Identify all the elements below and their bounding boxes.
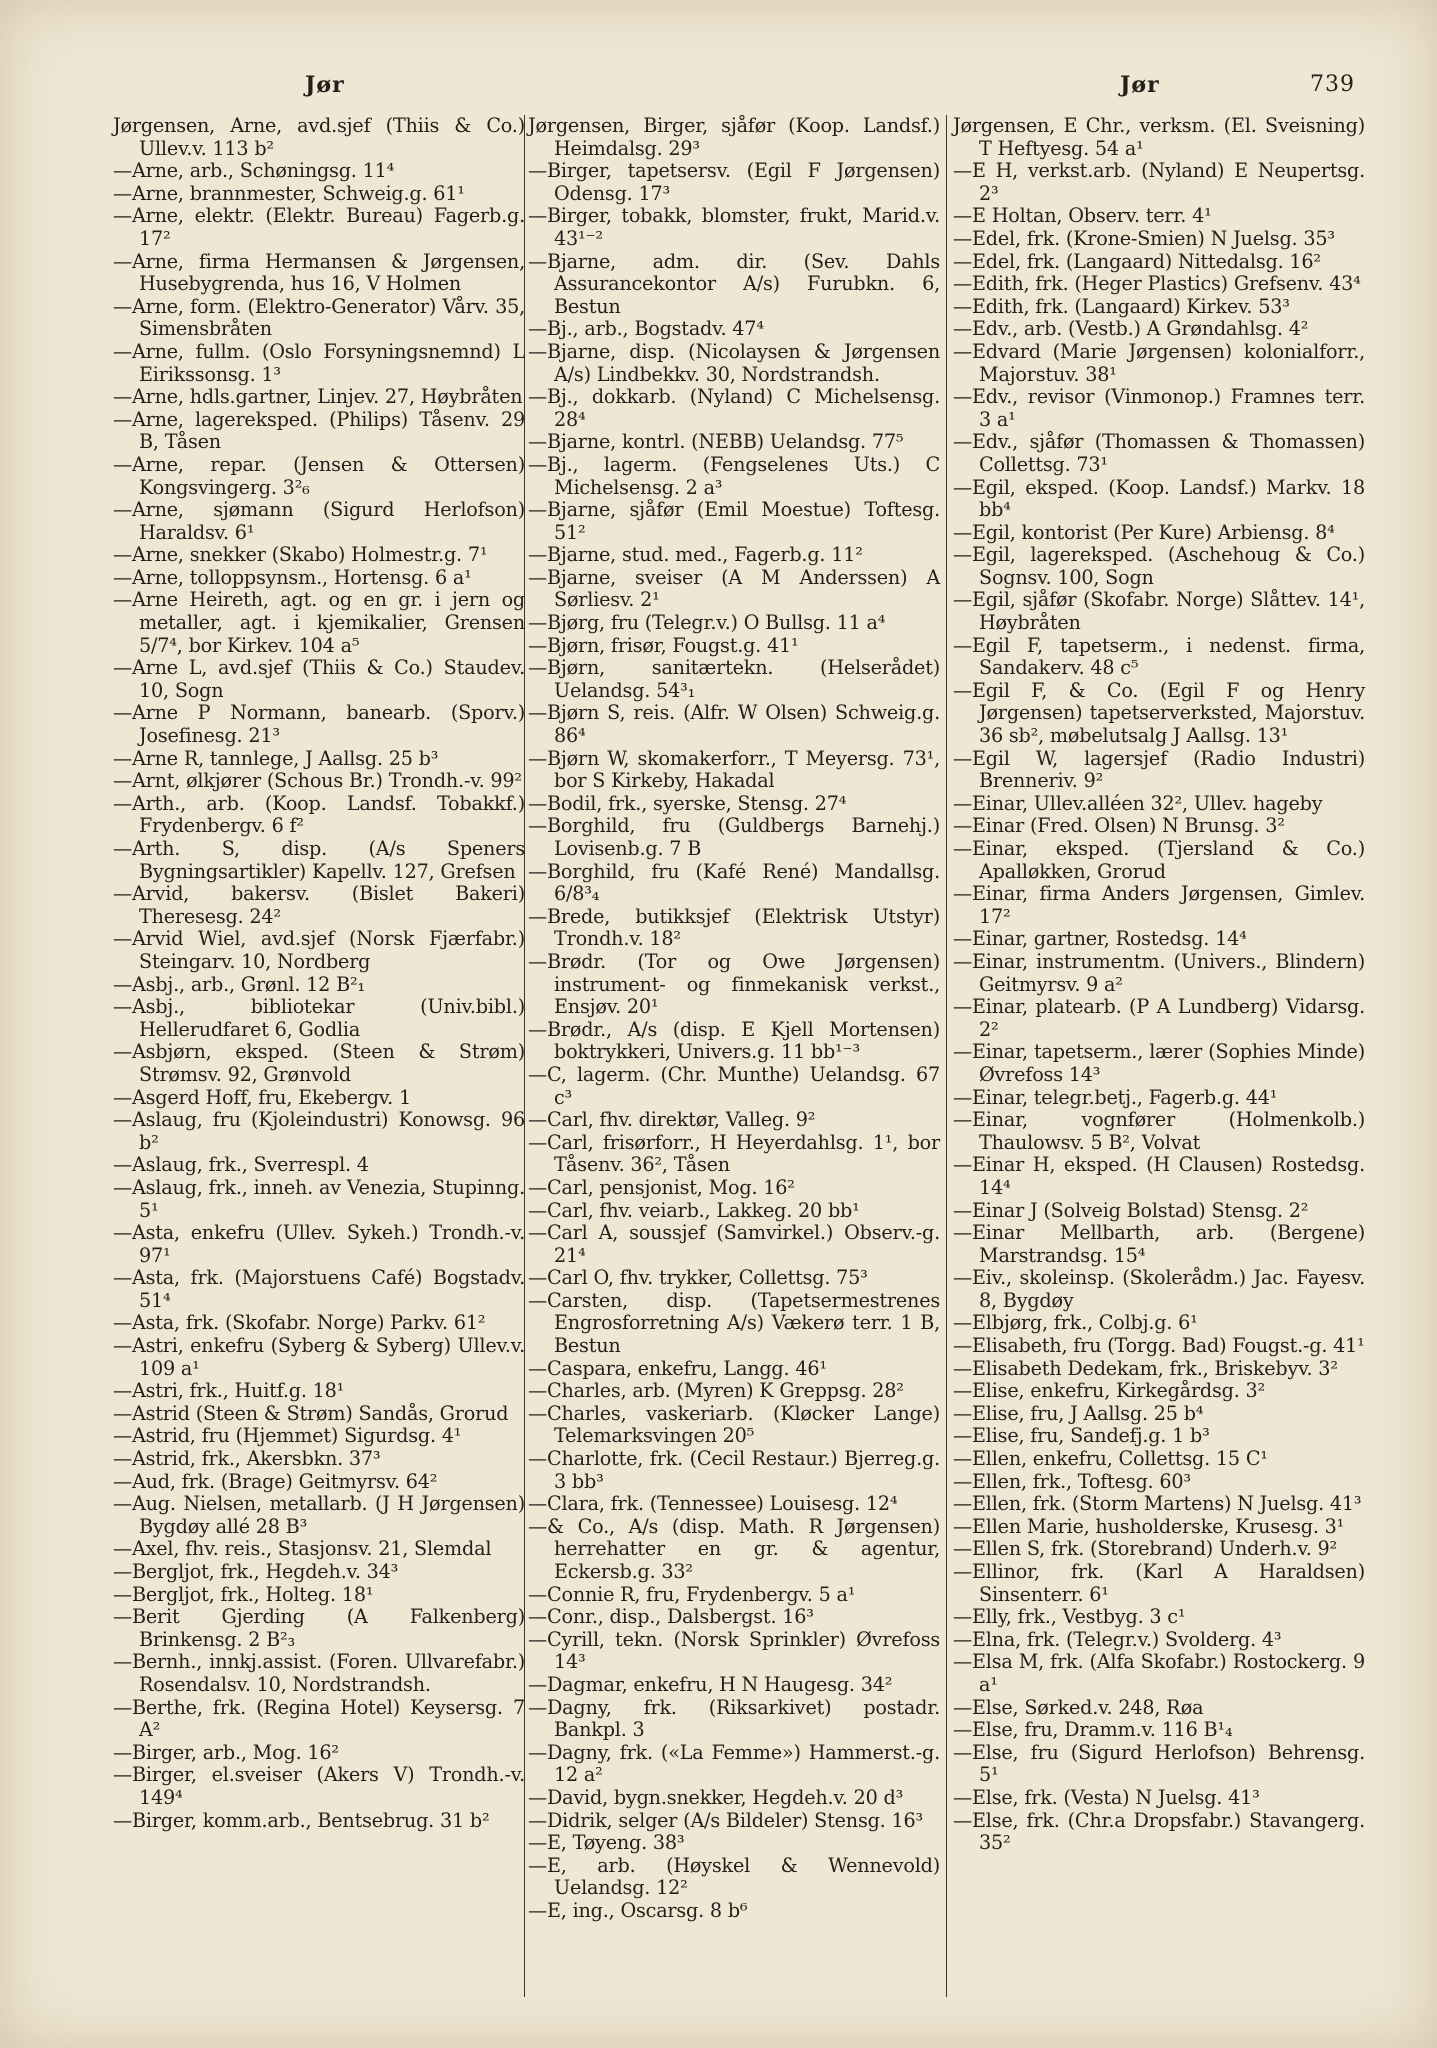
directory-entry: —Arth., arb. (Koop. Landsf. Tobakkf.) Frydenbergv. 6 f²: [113, 791, 525, 838]
directory-entry: —Asta, enkefru (Ullev. Sykeh.) Trondh.-v. 97¹: [113, 1221, 525, 1267]
directory-entry: —Edv., revisor (Vinmonop.) Framnes terr. 3 a¹: [953, 385, 1365, 431]
directory-entry: —Bjørn S, reis. (Alfr. W Olsen) Schweig.g. 86⁴: [528, 701, 940, 748]
directory-entry: —Asbj., bibliotekar (Univ.bibl.) Hellerudfaret 6, Godlia: [113, 995, 525, 1041]
directory-entry: —Dagmar, enkefru, H N Haugesg. 34²: [528, 1672, 893, 1696]
directory-entry: —Carl, pensjonist, Mog. 16²: [528, 1175, 795, 1199]
directory-entry: —Conr., disp., Dalsbergst. 16³: [528, 1605, 814, 1629]
directory-entry: —Ellen, enkefru, Collettsg. 15 C¹: [953, 1447, 1268, 1471]
directory-entry: —Astri, enkefru (Syberg & Syberg) Ullev.v. 109 a¹: [113, 1334, 525, 1380]
directory-entry: —Arvid Wiel, avd.sjef (Norsk Fjærfabr.) Steingarv. 10, Nordberg: [113, 927, 525, 973]
directory-entry: —Einar, platearb. (P A Lundberg) Vidarsg. 2²: [953, 995, 1365, 1041]
directory-entry: —Elise, enkefru, Kirkegårdsg. 3²: [953, 1379, 1266, 1403]
directory-entry: —Arne, snekker (Skabo) Holmestr.g. 7¹: [113, 543, 488, 567]
directory-entry: —Bjarne, sveiser (A M Anderssen) A Sørliesv. 2¹: [528, 565, 940, 612]
directory-entry: —Edel, frk. (Langaard) Nittedalsg. 16²: [953, 249, 1321, 273]
directory-entry: —Brede, butikksjef (Elektrisk Utstyr) Trondh.v. 18²: [528, 904, 940, 951]
directory-entry: —Edel, frk. (Krone-Smien) N Juelsg. 35³: [953, 226, 1335, 250]
directory-entry: —Arne, lagereksped. (Philips) Tåsenv. 29 B, Tåsen: [113, 407, 525, 454]
directory-entry: —Borghild, fru (Guldbergs Barnehj.) Lovisenb.g. 7 B: [528, 814, 940, 860]
directory-entry: —Einar, telegr.betj., Fagerb.g. 44¹: [953, 1085, 1278, 1109]
directory-entry: —Connie R, fru, Frydenbergv. 5 a¹: [528, 1582, 856, 1606]
directory-entry: —Arne P Normann, banearb. (Sporv.) Josefinesg. 21³: [113, 701, 525, 748]
directory-entry: —Elisabeth, fru (Torgg. Bad) Fougst.-g. 41¹: [953, 1334, 1365, 1358]
directory-entry: —Egil, kontorist (Per Kure) Arbiensg. 8⁴: [953, 520, 1335, 544]
directory-entry: —Axel, fhv. reis., Stasjonsv. 21, Slemdal: [113, 1537, 492, 1561]
directory-entry: —Arne, hdls.gartner, Linjev. 27, Høybråten: [113, 385, 523, 409]
directory-entry: —Carl, fhv. veiarb., Lakkeg. 20 bb¹: [528, 1198, 860, 1222]
directory-entry: —Else, frk. (Vesta) N Juelsg. 41³: [953, 1785, 1260, 1809]
directory-entry: —Arvid, bakersv. (Bislet Bakeri) Theresesg. 24²: [113, 882, 525, 928]
directory-entry: —Arne, fullm. (Oslo Forsyningsnemnd) L Eirikssonsg. 1³: [113, 339, 525, 386]
directory-entry: —Bjørn, sanitærtekn. (Helserådet) Uelandsg. 54³₁: [528, 656, 940, 702]
directory-entry: —Eiv., skoleinsp. (Skolerådm.) Jac. Fayesv. 8, Bygdøy: [953, 1266, 1365, 1312]
directory-entry: —Edv., arb. (Vestb.) A Grøndahlsg. 4²: [953, 317, 1309, 341]
directory-entry: —Bjarne, stud. med., Fagerb.g. 11²: [528, 543, 863, 567]
directory-entry: —Else, Sørked.v. 248, Røa: [953, 1695, 1204, 1719]
directory-entry: —Elise, fru, Sandefj.g. 1 b³: [953, 1424, 1210, 1448]
directory-entry: —Birger, arb., Mog. 16²: [113, 1740, 339, 1764]
directory-entry: —Arne, elektr. (Elektr. Bureau) Fagerb.g. 17²: [113, 204, 525, 250]
directory-entry: —Bjarne, adm. dir. (Sev. Dahls Assurancekontor A/s) Furubkn. 6, Bestun: [528, 249, 940, 318]
directory-entry: —Einar, firma Anders Jørgensen, Gimlev. 17²: [953, 882, 1365, 928]
directory-entry: —Elsa M, frk. (Alfa Skofabr.) Rostockerg. 9 a¹: [953, 1650, 1365, 1696]
directory-entry: —Asta, frk. (Skofabr. Norge) Parkv. 61²: [113, 1311, 486, 1335]
directory-entry: —Astrid, frk., Akersbkn. 37³: [113, 1447, 381, 1471]
directory-entry: —Bergljot, frk., Holteg. 18¹: [113, 1582, 374, 1606]
directory-entry: —Bjarne, disp. (Nicolaysen & Jørgensen A/s) Lindbekkv. 30, Nordstrandsh.: [528, 339, 940, 386]
directory-entry: —Bj., lagerm. (Fengselenes Uts.) C Michelsensg. 2 a³: [528, 452, 940, 499]
directory-entry: —Einar, vognfører (Holmenkolb.) Thaulowsv. 5 B², Volvat: [953, 1108, 1365, 1154]
directory-entry: —Arne Heireth, agt. og en gr. i jern og metaller, agt. i kjemikalier, Grensen 5/7⁴, bor Kirkev. 104 a⁵: [113, 588, 525, 657]
directory-entry: —Egil F, & Co. (Egil F og Henry Jørgensen) tapetserverksted, Majorstuv. 36 sb², møbelutsalg J Aallsg. 13¹: [953, 678, 1365, 748]
running-header-right: Jør: [1120, 72, 1160, 98]
directory-entry: —Edvard (Marie Jørgensen) kolonialforr., Majorstuv. 38¹: [953, 339, 1365, 386]
directory-entry: Jørgensen, E Chr., verksm. (El. Sveisning) T Heftyesg. 54 a¹: [953, 114, 1365, 160]
directory-entry: —Birger, tobakk, blomster, frukt, Marid.v. 43¹⁻²: [528, 204, 940, 250]
directory-entry: —Bj., arb., Bogstadv. 47⁴: [528, 317, 764, 341]
directory-entry: —Arne, repar. (Jensen & Ottersen) Kongsvingerg. 3²₆: [113, 452, 525, 499]
directory-entry: —Elbjørg, frk., Colbj.g. 6¹: [953, 1311, 1198, 1335]
directory-entry: —Charles, vaskeriarb. (Kløcker Lange) Telemarksvingen 20⁵: [528, 1401, 940, 1448]
directory-entry: —Brødr. (Tor og Owe Jørgensen) instrument- og finmekanisk verkst., Ensjøv. 20¹: [528, 949, 940, 1019]
directory-entry: —Egil, sjåfør (Skofabr. Norge) Slåttev. 14¹, Høybråten: [953, 588, 1365, 635]
directory-entry: —Birger, el.sveiser (Akers V) Trondh.-v. 149⁴: [113, 1763, 525, 1809]
directory-entry: —Arne, sjømann (Sigurd Herlofson) Haraldsv. 6¹: [113, 498, 525, 544]
directory-entry: —Aslaug, fru (Kjoleindustri) Konowsg. 96 b²: [113, 1108, 525, 1154]
directory-entry: —Arne R, tannlege, J Aallsg. 25 b³: [113, 746, 439, 770]
running-header-left: Jør: [305, 72, 345, 98]
directory-entry: —Egil F, tapetserm., i nedenst. firma, Sandakerv. 48 c⁵: [953, 633, 1365, 680]
directory-entry: —Arne, arb., Schøningsg. 11⁴: [113, 159, 395, 183]
directory-entry: —Bodil, frk., syerske, Stensg. 27⁴: [528, 791, 847, 815]
directory-entry: —Einar (Fred. Olsen) N Brunsg. 3²: [953, 814, 1285, 838]
directory-entry: —E, ing., Oscarsg. 8 b⁶: [528, 1898, 748, 1922]
directory-entry: —Arne, firma Hermansen & Jørgensen, Husebygrenda, hus 16, V Holmen: [113, 249, 525, 296]
directory-entry: —Cyrill, tekn. (Norsk Sprinkler) Øvrefoss 14³: [528, 1627, 940, 1674]
directory-entry: —C, lagerm. (Chr. Munthe) Uelandsg. 67 c³: [528, 1062, 940, 1109]
directory-entry: —Einar, Ullev.alléen 32², Ullev. hageby: [953, 791, 1323, 815]
directory-entry: —Arne, form. (Elektro-Generator) Vårv. 35, Simensbråten: [113, 294, 525, 341]
directory-entry: Jørgensen, Birger, sjåfør (Koop. Landsf.) Heimdalsg. 29³: [528, 114, 940, 160]
directory-entry: —Einar J (Solveig Bolstad) Stensg. 2²: [953, 1198, 1309, 1222]
directory-entry: —Charlotte, frk. (Cecil Restaur.) Bjerreg.g. 3 bb³: [528, 1447, 940, 1493]
directory-entry: —Arnt, ølkjører (Schous Br.) Trondh.-v. 99²: [113, 769, 522, 793]
directory-entry: —Egil W, lagersjef (Radio Industri) Brenneriv. 9²: [953, 746, 1365, 793]
directory-entry: —Bjarne, kontrl. (NEBB) Uelandsg. 77⁵: [528, 430, 904, 454]
directory-entry: —Einar, instrumentm. (Univers., Blindern) Geitmyrsv. 9 a²: [953, 949, 1365, 996]
directory-entry: —Arne, tolloppsynsm., Hortensg. 6 a¹: [113, 565, 472, 589]
directory-entry: —Edith, frk. (Langaard) Kirkev. 53³: [953, 294, 1290, 318]
directory-entry: —Bjørn W, skomakerforr., T Meyersg. 73¹, bor S Kirkeby, Hakadal: [528, 746, 940, 793]
directory-entry: —Carl, fhv. direktør, Valleg. 9²: [528, 1108, 816, 1132]
directory-entry: —Berit Gjerding (A Falkenberg) Brinkensg. 2 B²₃: [113, 1605, 525, 1651]
directory-entry: —Asbjørn, eksped. (Steen & Strøm) Strømsv. 92, Grønvold: [113, 1040, 525, 1086]
directory-entry: —Brødr., A/s (disp. E Kjell Mortensen) boktrykkeri, Univers.g. 11 bb¹⁻³: [528, 1017, 940, 1064]
directory-entry: —Egil, lagereksped. (Aschehoug & Co.) Sognsv. 100, Sogn: [953, 543, 1365, 589]
directory-entry: —Dagny, frk. (Riksarkivet) postadr. Bankpl. 3: [528, 1695, 940, 1742]
directory-entry: —Egil, eksped. (Koop. Landsf.) Markv. 18 bb⁴: [953, 475, 1365, 522]
directory-column-2: [528, 115, 940, 1923]
directory-entry: —Bj., dokkarb. (Nyland) C Michelsensg. 28⁴: [528, 385, 940, 431]
directory-entry: —Bjørn, frisør, Fougst.g. 41¹: [528, 633, 799, 657]
directory-entry: —Berthe, frk. (Regina Hotel) Keysersg. 7 A²: [113, 1695, 525, 1742]
directory-entry: —Arne L, avd.sjef (Thiis & Co.) Staudev. 10, Sogn: [113, 656, 525, 702]
directory-entry: —Ellen Marie, husholderske, Krusesg. 3¹: [953, 1514, 1345, 1538]
directory-column-3: [953, 115, 1365, 1855]
directory-entry: —Astri, frk., Huitf.g. 18¹: [113, 1379, 345, 1403]
directory-entry: —E H, verkst.arb. (Nyland) E Neupertsg. 2³: [953, 159, 1365, 205]
directory-entry: —Arne, brannmester, Schweig.g. 61¹: [113, 181, 465, 205]
directory-entry: —Charles, arb. (Myren) K Greppsg. 28²: [528, 1379, 904, 1403]
page-number: 739: [1310, 72, 1355, 97]
directory-entry: —Asbj., arb., Grønl. 12 B²₁: [113, 972, 365, 996]
directory-entry: —Bjørg, fru (Telegr.v.) O Bullsg. 11 a⁴: [528, 611, 886, 635]
directory-entry: —Edith, frk. (Heger Plastics) Grefsenv. 43⁴: [953, 272, 1361, 296]
directory-entry: —Ellen, frk. (Storm Martens) N Juelsg. 41³: [953, 1492, 1362, 1516]
directory-entry: —Einar, eksped. (Tjersland & Co.) Apalløkken, Grorud: [953, 837, 1365, 883]
directory-entry: —Elna, frk. (Telegr.v.) Svolderg. 4³: [953, 1627, 1282, 1651]
directory-entry: —Einar, tapetserm., lærer (Sophies Minde) Øvrefoss 14³: [953, 1040, 1365, 1086]
directory-entry: —Arth. S, disp. (A/s Speners Bygningsartikler) Kapellv. 127, Grefsen: [113, 837, 525, 883]
directory-entry: —Elisabeth Dedekam, frk., Briskebyv. 3²: [953, 1356, 1338, 1380]
directory-entry: —Aslaug, frk., inneh. av Venezia, Stupinng. 5¹: [113, 1175, 525, 1222]
directory-entry: —Else, frk. (Chr.a Dropsfabr.) Stavangerg. 35²: [953, 1808, 1365, 1855]
directory-entry: —& Co., A/s (disp. Math. R Jørgensen) herrehatter en gr. & agentur, Eckersb.g. 33²: [528, 1514, 940, 1583]
directory-entry: —Caspara, enkefru, Langg. 46¹: [528, 1356, 827, 1380]
directory-entry: —Dagny, frk. («La Femme») Hammerst.-g. 12 a²: [528, 1740, 940, 1787]
directory-entry: —Astrid (Steen & Strøm) Sandås, Grorud: [113, 1401, 509, 1425]
directory-entry: —Didrik, selger (A/s Bildeler) Stensg. 16³: [528, 1808, 923, 1832]
directory-entry: —Edv., sjåfør (Thomassen & Thomassen) Collettsg. 73¹: [953, 430, 1365, 476]
directory-entry: —Borghild, fru (Kafé René) Mandallsg. 6/8³₄: [528, 859, 940, 906]
directory-entry: —Asgerd Hoff, fru, Ekebergv. 1: [113, 1085, 411, 1109]
directory-entry: —Bergljot, frk., Hegdeh.v. 34³: [113, 1560, 399, 1583]
directory-entry: —Birger, komm.arb., Bentsebrug. 31 b²: [113, 1808, 490, 1832]
directory-entry: —Carl, frisørforr., H Heyerdahlsg. 1¹, bor Tåsenv. 36², Tåsen: [528, 1130, 940, 1177]
directory-entry: —Elise, fru, J Aallsg. 25 b⁴: [953, 1401, 1204, 1425]
directory-entry: —David, bygn.snekker, Hegdeh.v. 20 d³: [528, 1785, 904, 1809]
directory-entry: —Elly, frk., Vestbyg. 3 c¹: [953, 1605, 1186, 1629]
directory-entry: —Astrid, fru (Hjemmet) Sigurdsg. 4¹: [113, 1424, 462, 1448]
directory-entry: —Ellen, frk., Toftesg. 60³: [953, 1469, 1191, 1493]
directory-entry: —Asta, frk. (Majorstuens Café) Bogstadv. 51⁴: [113, 1266, 525, 1312]
directory-entry: —E Holtan, Observ. terr. 4¹: [953, 204, 1212, 228]
directory-entry: —Ellen S, frk. (Storebrand) Underh.v. 9²: [953, 1537, 1338, 1561]
directory-entry: —Bernh., innkj.assist. (Foren. Ullvarefabr.) Rosendalsv. 10, Nordstrandsh.: [113, 1650, 525, 1696]
directory-entry: —Aug. Nielsen, metallarb. (J H Jørgensen) Bygdøy allé 28 B³: [113, 1492, 525, 1538]
directory-entry: —Einar Mellbarth, arb. (Bergene) Marstrandsg. 15⁴: [953, 1221, 1365, 1267]
directory-column-1: [113, 115, 525, 1832]
directory-entry: —Else, fru (Sigurd Herlofson) Behrensg. 5¹: [953, 1740, 1365, 1787]
directory-entry: Jørgensen, Arne, avd.sjef (Thiis & Co.) Ullev.v. 113 b²: [113, 114, 525, 160]
directory-entry: —Aud, frk. (Brage) Geitmyrsv. 64²: [113, 1469, 438, 1493]
directory-entry: —Birger, tapetsersv. (Egil F Jørgensen) Odensg. 17³: [528, 159, 940, 205]
directory-entry: —Carl A, soussjef (Samvirkel.) Observ.-g. 21⁴: [528, 1221, 940, 1267]
directory-entry: —E, Tøyeng. 38³: [528, 1831, 685, 1855]
directory-entry: —Bjarne, sjåfør (Emil Moestue) Toftesg. 51²: [528, 498, 940, 544]
directory-entry: —Else, fru, Dramm.v. 116 B¹₄: [953, 1718, 1233, 1742]
directory-entry: —Ellinor, frk. (Karl A Haraldsen) Sinsenterr. 6¹: [953, 1560, 1365, 1606]
column-divider: [946, 115, 947, 1997]
directory-entry: —Carsten, disp. (Tapetsermestrenes Engrosforretning A/s) Vækerø terr. 1 B, Bestun: [528, 1288, 940, 1358]
directory-entry: —E, arb. (Høyskel & Wennevold) Uelandsg. 12²: [528, 1853, 940, 1900]
directory-entry: —Carl O, fhv. trykker, Collettsg. 75³: [528, 1266, 868, 1290]
directory-entry: —Einar, gartner, Rostedsg. 14⁴: [953, 927, 1247, 951]
directory-entry: —Clara, frk. (Tennessee) Louisesg. 12⁴: [528, 1492, 898, 1516]
directory-entry: —Aslaug, frk., Sverrespl. 4: [113, 1153, 369, 1177]
directory-entry: —Einar H, eksped. (H Clausen) Rostedsg. 14⁴: [953, 1153, 1365, 1199]
